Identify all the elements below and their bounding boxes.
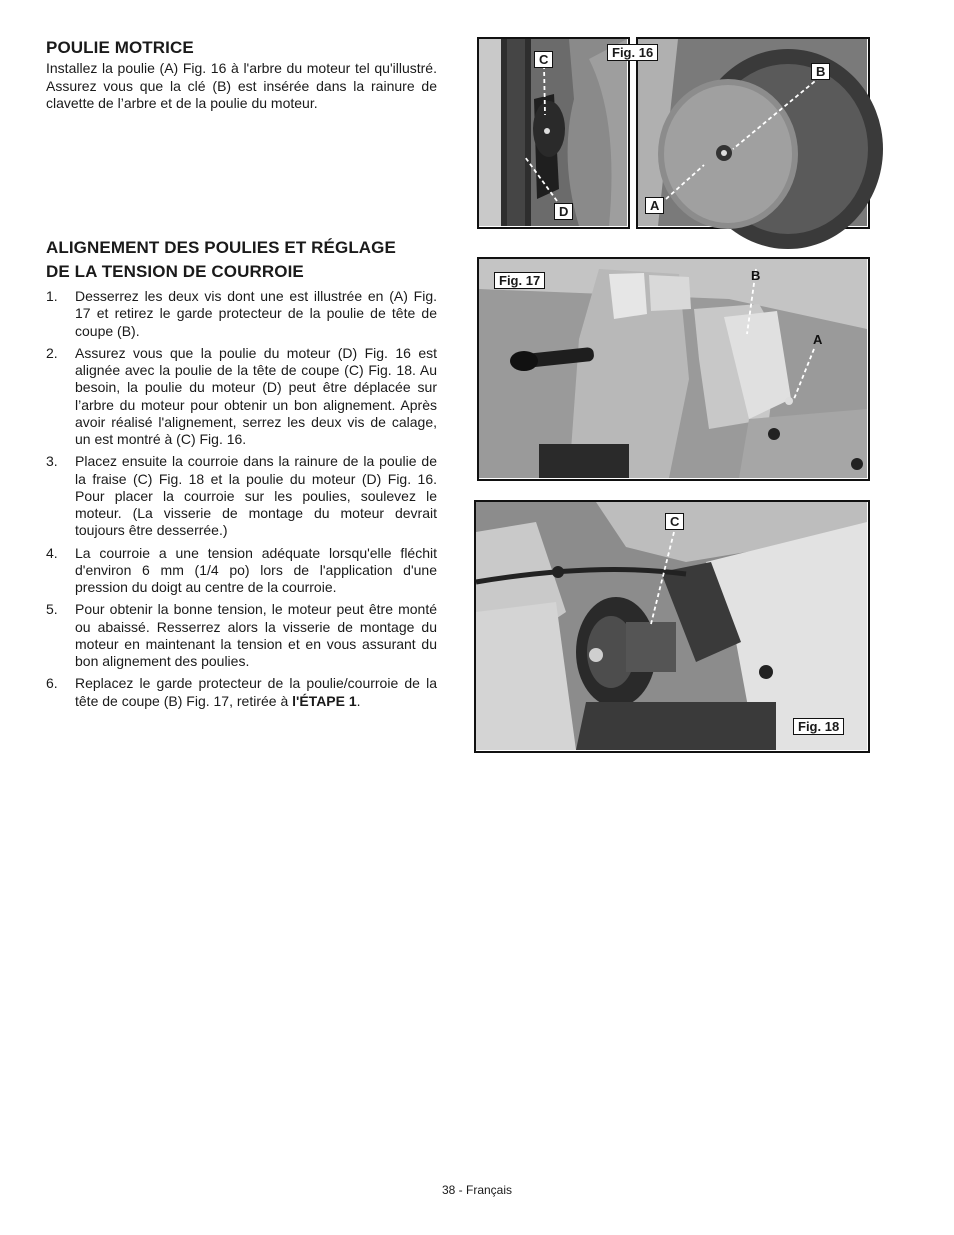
section-title-line-2: DE LA TENSION DE COURROIE	[46, 262, 304, 281]
callout-a: A	[813, 332, 823, 347]
section-poulie-motrice	[46, 36, 437, 113]
step-bold-ref: l'ÉTAPE 1	[292, 692, 357, 709]
step-number: 1.	[46, 288, 58, 304]
callout-c: C	[665, 513, 684, 530]
step-item	[46, 345, 437, 449]
step-text-end: .	[356, 692, 361, 709]
figure-caption: Fig. 17	[494, 272, 545, 289]
step-text: Placez ensuite la courroie dans la rainure de la poulie de la fraise (C) Fig. 18 et la poulie du moteur (D) Fig. 16. Pour placer la courroie sur les poulies, soulevez le moteur. (La visserie de montage du moteur devrait toujours être desserrée.)	[75, 453, 437, 539]
fig18-photo	[474, 500, 870, 753]
fig16-photo-left	[477, 37, 630, 229]
step-text: Pour obtenir la bonne tension, le moteur peut être monté ou abaissé. Resserrez alors la visserie de montage du moteur en maintenant la tension et en vous assurant du bon alignement des poulies.	[75, 601, 437, 670]
callout-b: B	[811, 63, 830, 80]
section-alignement	[46, 236, 437, 715]
step-text: Replacez le garde protecteur de la poulie/courroie de la tête de coupe (B) Fig. 17, retirée à	[75, 675, 437, 709]
step-text: La courroie a une tension adéquate lorsqu'elle fléchit d'environ 6 mm (1/4 po) lors de l'application d'une pression du doigt au centre de la courroie.	[75, 544, 437, 596]
steps-list	[46, 288, 437, 710]
figure-caption: Fig. 16	[607, 44, 658, 61]
step-text: Assurez vous que la poulie du moteur (D) Fig. 16 est alignée avec la poulie de la tête de coupe (C) Fig. 18. Au besoin, la poulie du moteur (D) peut être déplacée sur l’arbre du moteur pour obtenir un bon alignement. Après avoir réalisé l'alignement, serrez les deux vis de calage, un est montré à (C) Fig. 16.	[75, 344, 437, 448]
figure-caption: Fig. 18	[793, 718, 844, 735]
step-number: 4.	[46, 544, 58, 561]
callout-d: D	[554, 203, 573, 220]
cutterhead-pulley-illustration	[476, 502, 867, 750]
step-number: 3.	[46, 453, 58, 470]
step-item	[46, 288, 437, 340]
callout-b: B	[751, 268, 761, 283]
section-title-line-1: ALIGNEMENT DES POULIES ET RÉGLAGE	[46, 238, 396, 257]
section-title: POULIE MOTRICE	[46, 38, 194, 57]
fig16-photo-right	[612, 37, 870, 229]
motor-pulley-illustration	[638, 39, 867, 226]
step-item	[46, 601, 437, 670]
step-item	[46, 545, 437, 597]
step-number: 5.	[46, 601, 58, 618]
fig17-photo	[477, 257, 870, 481]
step-number: 2.	[46, 344, 58, 361]
step-item	[46, 675, 437, 710]
page-footer: 38 - Français	[441, 1183, 513, 1197]
step-item	[46, 453, 437, 539]
cutterhead-guard-illustration	[479, 259, 867, 478]
step-number: 6.	[46, 675, 58, 692]
section-intro-text: Installez la poulie (A) Fig. 16 à l'arbre du moteur tel qu'illustré. Assurez vous que la clé (B) est insérée dans la rainure de clavette de l’arbre et de la poulie du moteur.	[46, 60, 437, 111]
callout-a: A	[645, 197, 664, 214]
step-text: Desserrez les deux vis dont une est illustrée en (A) Fig. 17 et retirez le garde protecteur de la poulie de tête de coupe (B).	[75, 288, 437, 339]
callout-c: C	[534, 51, 553, 68]
